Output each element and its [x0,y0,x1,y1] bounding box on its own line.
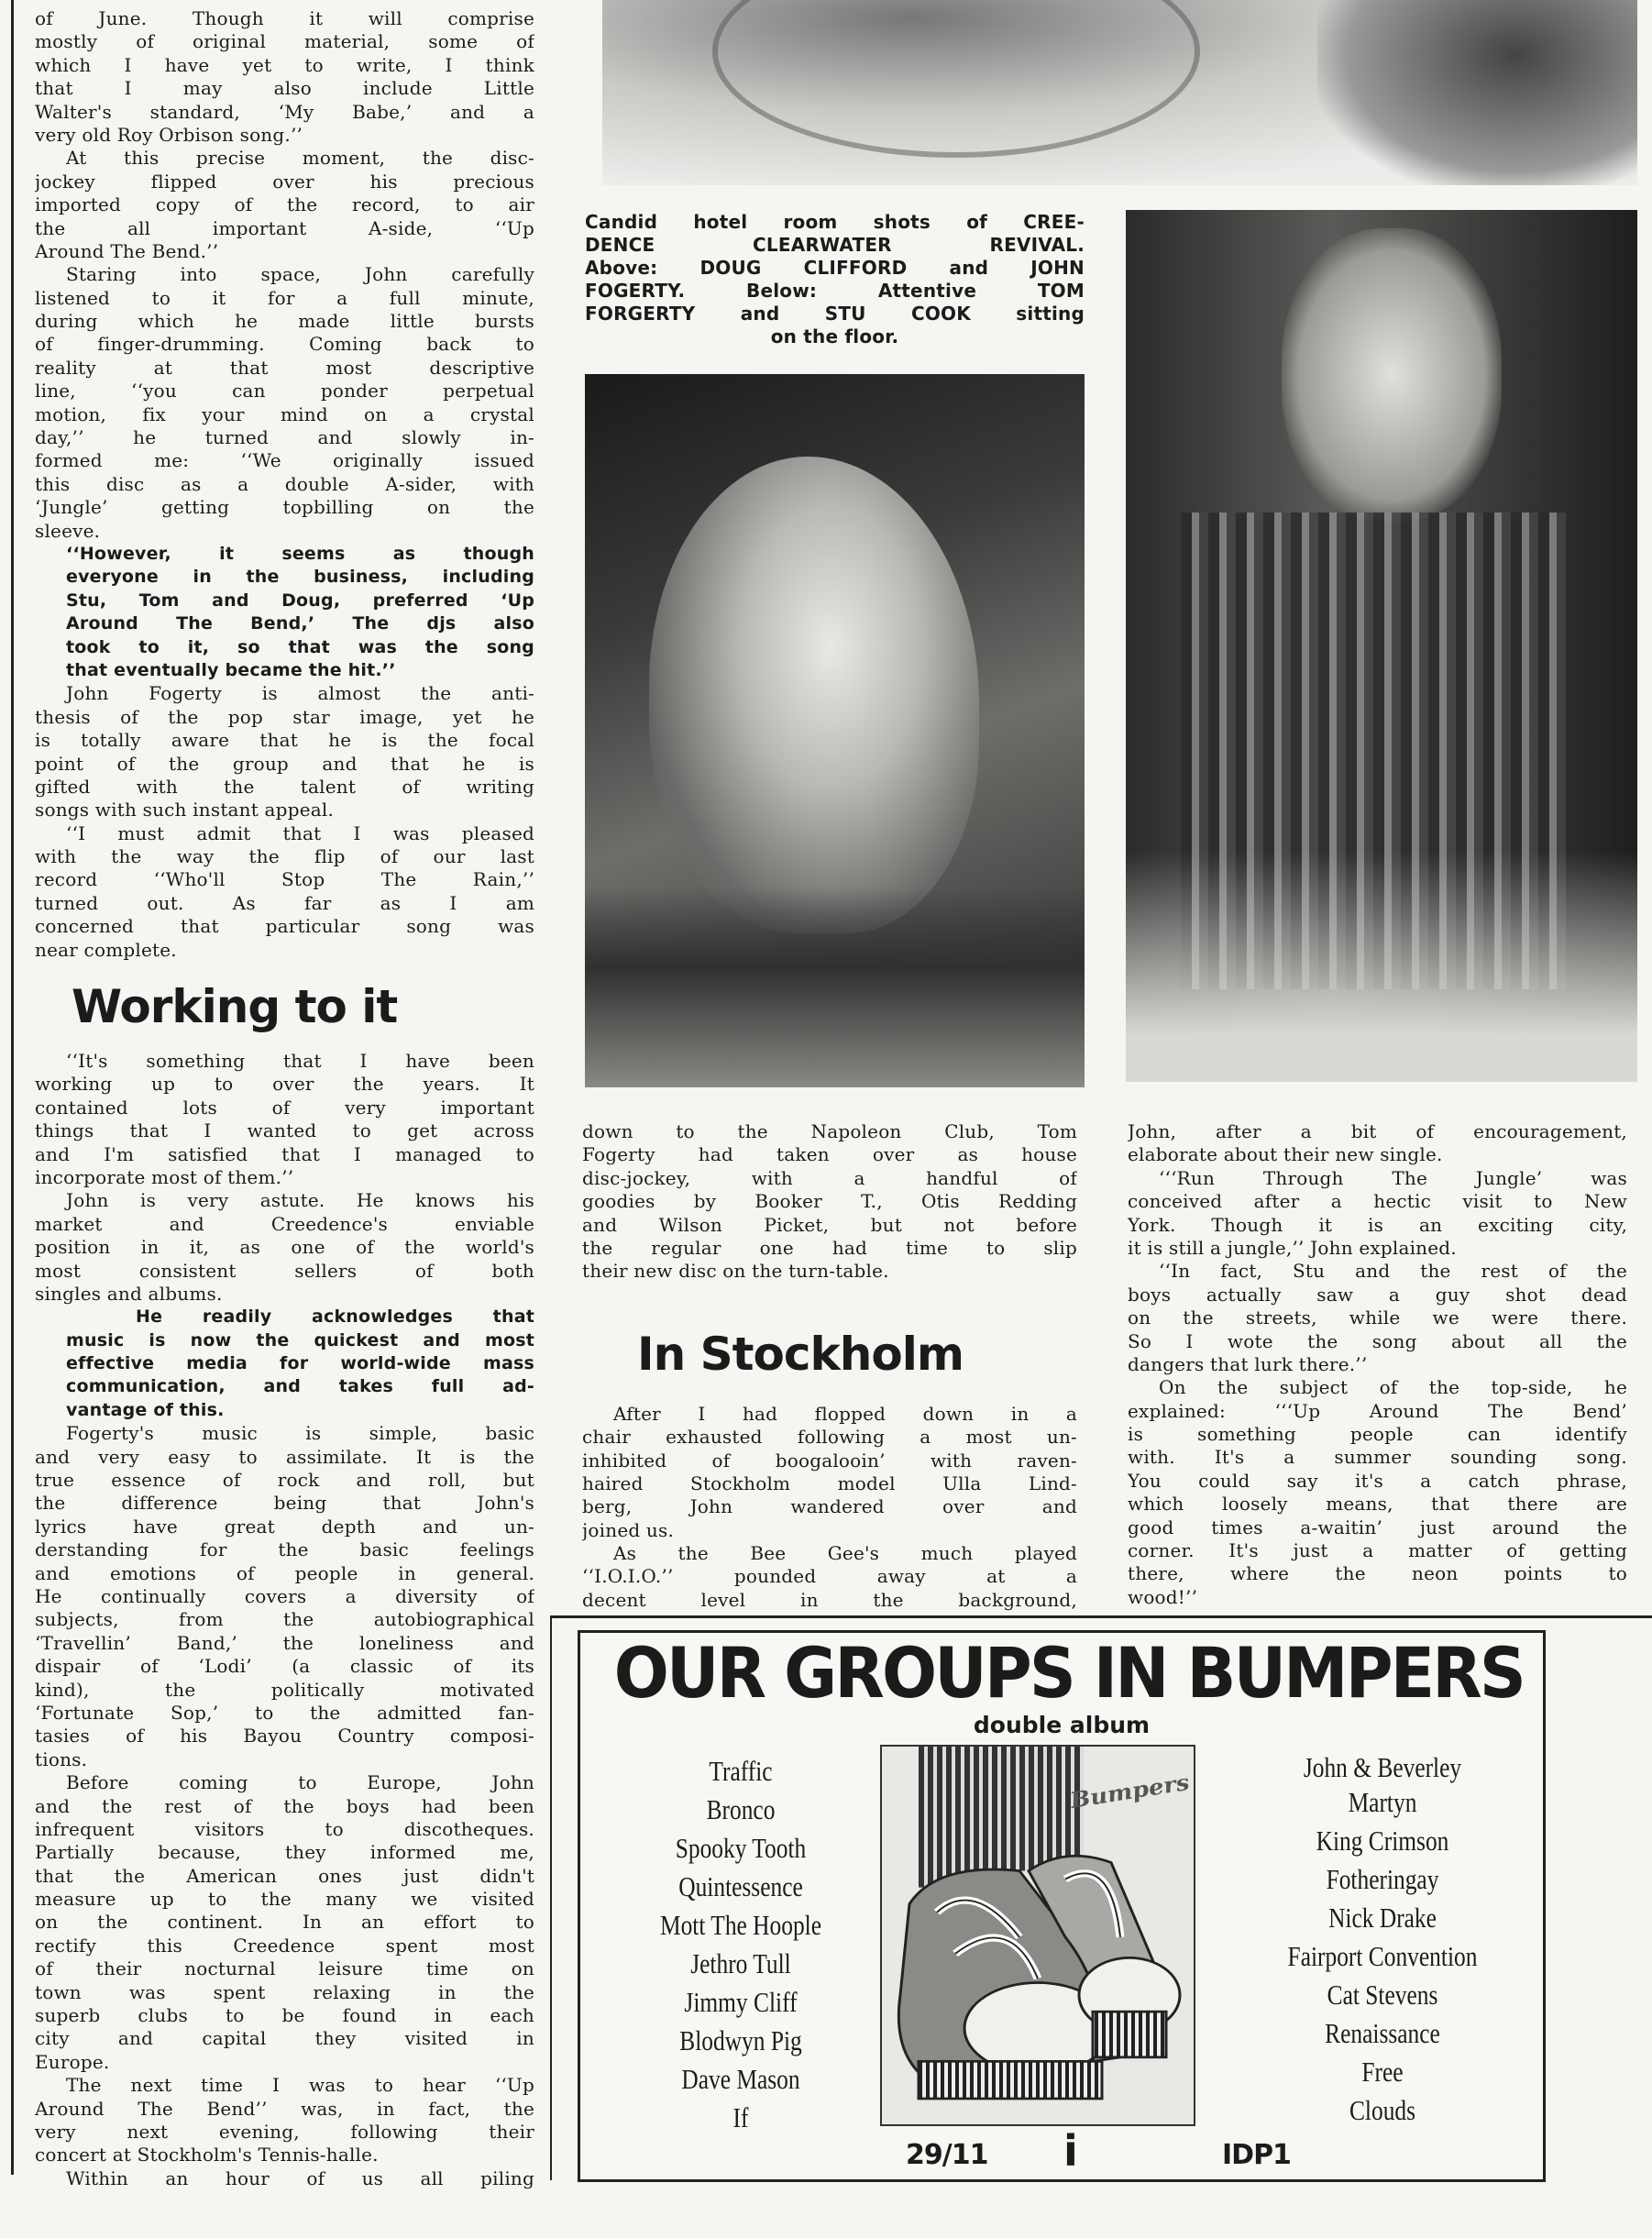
text-line: boys actually saw a guy shot dead [1128,1283,1627,1306]
text-line: ‘‘It's something that I have been [66,1050,534,1073]
text-line: is totally aware that he is the focal [35,729,534,752]
text-line: berg, John wandered over and [582,1495,1077,1518]
text-line: corner. It's just a matter of getting [1128,1539,1627,1562]
band-name: Cat Stevens [1327,1979,1438,2011]
text-line: joined us. [582,1518,675,1541]
text-line: ‘‘‘Run Through The Jungle’ was [1159,1166,1627,1189]
text-line: with. It's a summer sounding song. [1128,1446,1627,1469]
band-name: Quintessence [678,1870,803,1902]
pull-quote-paragraph [35,1306,534,1422]
text-line: the difference being that John's [35,1492,534,1515]
text-line: Walter's standard, ‘My Babe,’ and a [35,100,534,123]
text-line: explained: ‘‘‘Up Around The Bend’ [1128,1399,1627,1422]
band-list-right [1245,1752,1520,2130]
text-line: Before coming to Europe, John [66,1771,534,1794]
text-line: dispair of ‘Lodi’ (a classic of its [35,1655,534,1678]
paragraph [35,2074,534,2167]
text-line: Staring into space, John carefully [66,263,534,286]
text-line: kind), the politically motivated [35,1678,534,1701]
caption-line: Above: DOUG CLIFFORD and JOHN [585,257,1085,279]
text-line: and the rest of the boys had been [35,1794,534,1817]
paragraph [1128,1120,1627,1167]
paragraph [35,1771,534,2074]
text-line: John is very astute. He knows his [66,1189,534,1212]
text-line: He readily acknowledges that [136,1306,534,1328]
text-line: imported copy of the record, to air [35,193,534,216]
text-line: it is still a jungle,’’ John explained. [1128,1236,1457,1259]
text-line: singles and albums. [35,1282,223,1305]
article-column-left [35,7,534,2190]
text-line: which loosely means, that there are [1128,1493,1627,1516]
text-line: on the streets, while we were there. [1128,1306,1627,1329]
text-line: communication, and takes full ad- [66,1376,534,1397]
text-line: tions. [35,1747,88,1770]
text-line: gifted with the talent of writing [35,775,534,798]
text-line: which I have yet to write, I think [35,53,534,76]
photo-stu-cook [1126,210,1637,1082]
text-line: After I had flopped down in a [613,1402,1077,1425]
text-line: with the way the flip of our last [35,845,534,868]
text-line: on the continent. In an effort to [35,1911,534,1934]
band-name: Jethro Tull [690,1947,791,1979]
text-line: The next time I was to hear ‘‘Up [66,2074,534,2097]
text-line: mostly of original material, some of [35,30,534,53]
band-name: Bronco [706,1793,776,1825]
cover-logo: Bumpers [1067,1769,1192,1814]
ad-subtitle: double album [973,1712,1151,1738]
text-line: position in it, as one of the world's [35,1236,534,1259]
text-line: disc-jockey, with a handful of [582,1166,1077,1189]
text-line: this disc as a double A-sider, with [35,472,534,495]
photo-tom-fogerty [585,374,1085,1087]
text-line: John Fogerty is almost the anti- [66,682,534,705]
text-line: point of the group and that he is [35,752,534,775]
text-line: goodies by Booker T., Otis Redding [582,1190,1077,1213]
text-line: ‘Jungle’ getting topbilling on the [35,496,534,519]
text-line: inhibited of boogalooin’ with raven- [582,1449,1077,1472]
band-name: Blodwyn Pig [679,2024,802,2056]
text-line: rectify this Creedence spent most [35,1934,534,1957]
text-line: very old Roy Orbison song.’’ [35,123,303,146]
article-column-right [1128,1120,1627,1609]
article-column-middle [582,1120,1077,1612]
text-line: concert at Stockholm's Tennis-halle. [35,2144,379,2166]
text-line: concerned that particular song was [35,915,534,938]
text-line: working up to over the years. It [35,1073,534,1096]
text-line: songs with such instant appeal. [35,799,335,821]
text-line: is something people can identify [1128,1423,1627,1446]
text-line: He continually covers a diversity of [35,1585,534,1607]
band-name: Renaissance [1325,2017,1440,2049]
ad-title: OUR GROUPS IN BUMPERS [613,1632,1524,1714]
band-name: Traffic [709,1755,773,1787]
text-line: of June. Though it will comprise [35,7,534,29]
text-line: during which he made little bursts [35,310,534,333]
text-line: down to the Napoleon Club, Tom [582,1120,1077,1142]
paragraph [582,1403,1077,1542]
text-line: that I may also include Little [35,77,534,100]
band-name: Nick Drake [1328,1902,1437,1934]
text-line: that eventually became the hit.’’ [66,659,396,680]
left-column-border [11,0,14,2175]
bumpers-advert [578,1630,1546,2182]
text-line: subjects, from the autobiographical [35,1608,534,1631]
paragraph [35,822,534,962]
text-line: As the Bee Gee's much played [613,1542,1077,1565]
text-line: lyrics have great depth and un- [35,1515,534,1538]
text-line: You could say it's a catch phrase, [1128,1469,1627,1492]
text-line: Within an hour of us all piling [66,2166,534,2189]
text-line: ‘‘However, it seems as though [66,543,534,564]
text-line: that the American ones just didn't [35,1864,534,1887]
ad-price: 29/11 [906,2139,988,2171]
text-line: things that I wanted to get across [35,1119,534,1142]
caption-line: Candid hotel room shots of CREE- [585,211,1085,233]
text-line: of finger-drumming. Coming back to [35,333,534,356]
text-line: superb clubs to be found in each [35,2004,534,2027]
ad-left-rule [550,1615,552,2180]
caption-line: on the floor. [770,325,899,347]
text-line: elaborate about their new single. [1128,1143,1443,1166]
text-line: Europe. [35,2050,110,2073]
album-cover-sneakers [880,1745,1195,2126]
band-name: King Crimson [1316,1825,1449,1857]
text-line: and very easy to assimilate. It is the [35,1445,534,1468]
paragraph [1128,1167,1627,1261]
caption-line: DENCE CLEARWATER REVIVAL. [585,234,1085,256]
text-line: city and capital they visited in [35,2027,534,2050]
subheading: In Stockholm [637,1327,964,1381]
text-line: measure up to the many we visited [35,1888,534,1911]
text-line: very next evening, following their [35,2120,534,2143]
paragraph [35,147,534,263]
band-name: If [732,2101,749,2133]
text-line: John, after a bit of encouragement, [1128,1120,1627,1142]
caption-line: FOGERTY. Below: Attentive TOM [585,280,1085,302]
ad-separator-rule [550,1615,1652,1618]
pull-quote-paragraph [35,543,534,682]
paragraph [35,1189,534,1306]
subheading: Working to it [72,980,398,1034]
text-line: Stu, Tom and Doug, preferred ‘Up [66,590,534,611]
text-line: chair exhausted following a most un- [582,1426,1077,1449]
text-line: incorporate most of them.’’ [35,1165,294,1188]
paragraph [35,1050,534,1189]
band-name: Jimmy Cliff [684,1986,798,2018]
text-line: formed me: ‘‘We originally issued [35,449,534,472]
text-line: Around The Bend,’ The djs also [66,613,534,634]
text-line: town was spent relaxing in the [35,1980,534,2003]
text-line: York. Though it is an exciting city, [1128,1213,1627,1236]
text-line: ‘Travellin’ Band,’ the loneliness and [35,1631,534,1654]
text-line: most consistent sellers of both [35,1259,534,1282]
text-line: the regular one had time to slip [582,1236,1077,1259]
band-name: Spooky Tooth [675,1832,807,1864]
text-line: good times a-waitin’ just around the [1128,1516,1627,1538]
text-line: ‘‘I.O.I.O.’’ pounded away at a [582,1565,1077,1588]
paragraph [35,2167,534,2190]
text-line: wood!’’ [1128,1585,1198,1608]
text-line: sleeve. [35,519,101,542]
text-line: motion, fix your mind on a crystal [35,402,534,425]
ad-catalogue-number: IDP1 [1222,2139,1291,2171]
text-line: reality at that most descriptive [35,356,534,379]
band-name: Clouds [1349,2094,1416,2126]
text-line: On the subject of the top-side, he [1159,1376,1627,1399]
text-line: ‘‘I must admit that I was pleased [66,821,534,844]
text-line: the all important A-side, ‘‘Up [35,216,534,239]
text-line: of their nocturnal leisure time on [35,1957,534,1980]
text-line: So I wote the song about all the [1128,1329,1627,1352]
text-line: market and Creedence's enviable [35,1212,534,1235]
text-line: contained lots of very important [35,1096,534,1119]
band-name: Fairport Convention [1287,1940,1478,1972]
text-line: Fogerty had taken over as house [582,1143,1077,1166]
text-line: and I'm satisfied that I managed to [35,1142,534,1165]
paragraph [35,7,534,147]
text-line: Partially because, they informed me, [35,1841,534,1864]
text-line: near complete. [35,938,177,961]
photo-caption [585,211,1085,348]
text-line: day,’’ he turned and slowly in- [35,426,534,449]
caption-line: FORGERTY and STU COOK sitting [585,303,1085,325]
text-line: there, where the neon points to [1128,1562,1627,1585]
text-line: Around The Bend.’’ [35,239,219,262]
text-line: turned out. As far as I am [35,891,534,914]
text-line: took to it, so that was the song [66,636,534,657]
band-name: Free [1361,2056,1404,2088]
text-line: derstanding for the basic feelings [35,1538,534,1561]
text-line: record ‘‘Who'll Stop The Rain,’’ [35,868,534,891]
text-line: infrequent visitors to discotheques. [35,1817,534,1840]
text-line: effective media for world-wide mass [66,1353,534,1374]
text-line: haired Stockholm model Ulla Lind- [582,1472,1077,1494]
text-line: vantage of this. [66,1399,225,1420]
band-name: Fotheringay [1326,1863,1439,1895]
text-line: ‘Fortunate Sop,’ to the admitted fan- [35,1701,534,1724]
paragraph [35,263,534,543]
band-list-left [603,1752,878,2137]
text-line: listened to it for a full minute, [35,286,534,309]
text-line: At this precise moment, the disc- [66,147,534,170]
text-line: tasies of his Bayou Country composi- [35,1725,534,1747]
paragraph [35,682,534,821]
text-line: conceived after a hectic visit to New [1128,1190,1627,1213]
text-line: their new disc on the turn-table. [582,1260,889,1283]
paragraph [582,1120,1077,1284]
paragraph [1128,1260,1627,1376]
text-line: thesis of the pop star image, yet he [35,705,534,728]
text-line: dangers that lurk there.’’ [1128,1352,1368,1375]
text-line: and Wilson Picket, but not before [582,1213,1077,1236]
island-label-logo: i [1063,2126,1077,2176]
band-name: Mott The Hoople [659,1909,822,1941]
text-line: and emotions of people in general. [35,1561,534,1584]
text-line: true essence of rock and roll, but [35,1469,534,1492]
paragraph [1128,1376,1627,1609]
text-line: decent level in the background, [582,1588,1077,1611]
text-line: ‘‘In fact, Stu and the rest of the [1159,1260,1627,1283]
text-line: Fogerty's music is simple, basic [66,1422,534,1445]
text-line: jockey flipped over his precious [35,170,534,193]
band-name: Dave Mason [681,2063,800,2095]
text-line: line, ‘‘you can ponder perpetual [35,380,534,402]
text-line: music is now the quickest and most [66,1329,534,1351]
paragraph [582,1542,1077,1612]
text-line: Around The Bend’’ was, in fact, the [35,2097,534,2120]
sneakers-illustration [882,1747,1194,2124]
photo-doug-clifford-john-fogerty [602,0,1637,185]
text-line: everyone in the business, including [66,567,534,588]
band-name: John & Beverley [1303,1751,1462,1783]
paragraph [35,1422,534,1771]
band-name: Martyn [1348,1786,1417,1818]
